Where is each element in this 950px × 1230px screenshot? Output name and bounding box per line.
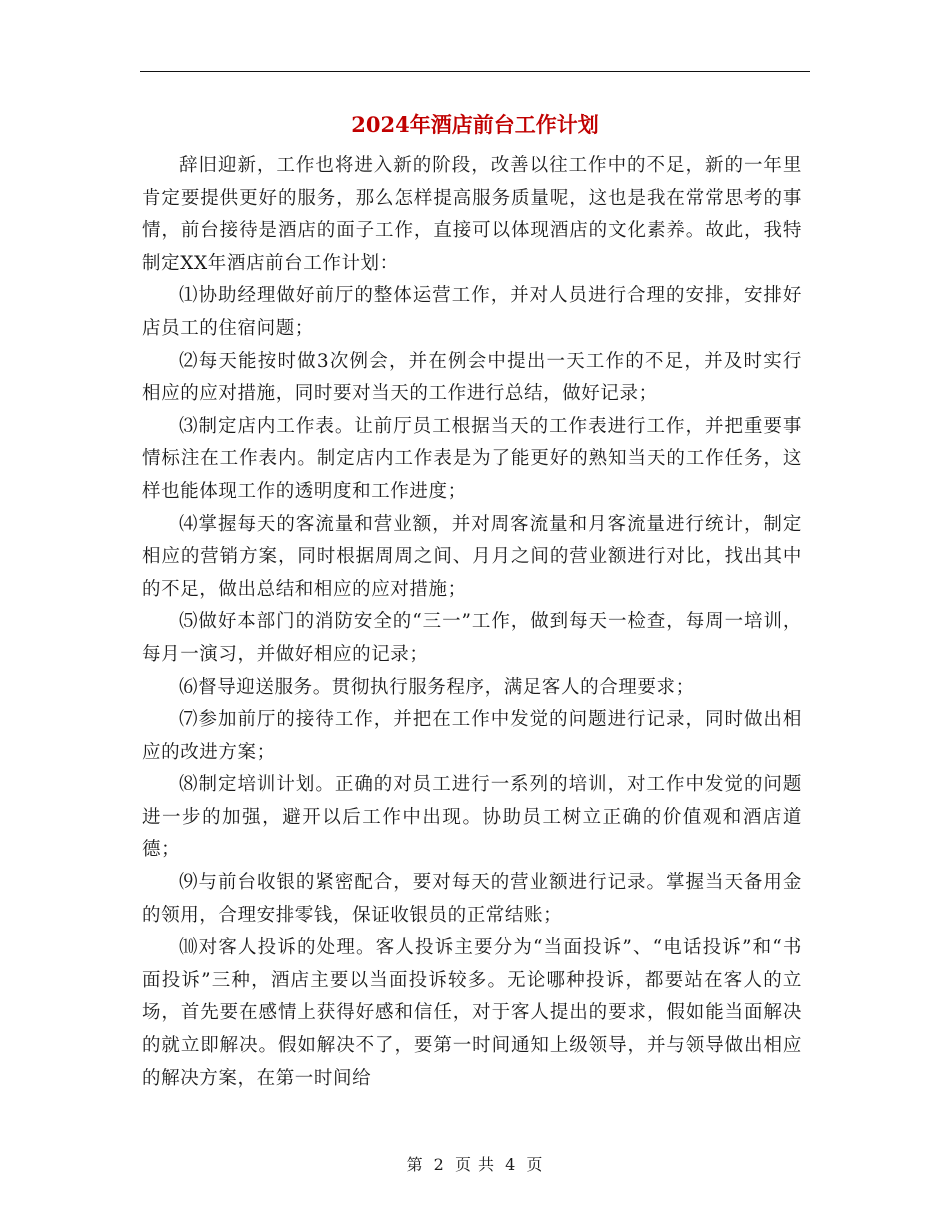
plan-item-6: ⑹督导迎送服务。贯彻执行服务程序，满足客人的合理要求； [179, 676, 695, 698]
plan-item-3: ⑶制定店内工作表。让前厅员工根据当天的工作表进行工作，并把重要事情标注在工作表内。制定店内工作表是为了能更好的熟知当天的工作任务，这样也能体现工作的透明度和工作进度； [142, 415, 802, 502]
document-title: 2024年酒店前台工作计划 [351, 112, 599, 137]
plan-item-2: ⑵每天能按时做3次例会，并在例会中提出一天工作的不足，并及时实行相应的应对措施，同时要对当天的工作进行总结，做好记录； [142, 350, 802, 405]
plan-item-1: ⑴协助经理做好前厅的整体运营工作，并对人员进行合理的安排，安排好店员工的住宿问题； [142, 285, 802, 339]
plan-item-10: ⑽对客人投诉的处理。客人投诉主要分为“当面投诉”、“电话投诉”和“书面投诉”三种，酒店主要以当面投诉较多。无论哪种投诉，都要站在客人的立场，首先要在感情上获得好感和信任，对于客人提出的要求，假如能当面解决的就立即解决。假如解决不了，要第一时间通知上级领导，并与领导做出相应的解决方案，在第一时间给 [142, 937, 802, 1089]
plan-item-4: ⑷掌握每天的客流量和营业额，并对周客流量和月客流量进行统计，制定相应的营销方案，同时根据周周之间、月月之间的营业额进行对比，找出其中的不足，做出总结和相应的应对措施； [142, 513, 802, 600]
document-body [142, 150, 802, 1095]
intro-paragraph: 辞旧迎新，工作也将进入新的阶段，改善以往工作中的不足，新的一年里肯定要提供更好的服务，那么怎样提高服务质量呢，这也是我在常常思考的事情，前台接待是酒店的面子工作，直接可以体现酒店的文化素养。故此，我特制定XX年酒店前台工作计划： [142, 155, 802, 274]
page-suffix: 页 [526, 1155, 544, 1174]
total-pages-number: 4 [505, 1155, 517, 1174]
page-footer [0, 1152, 950, 1175]
plan-item-5: ⑸做好本部门的消防安全的“三一”工作，做到每天一检查，每周一培训，每月一演习，并做好相应的记录； [142, 611, 802, 665]
plan-item-7: ⑺参加前厅的接待工作，并把在工作中发觉的问题进行记录，同时做出相应的改进方案； [142, 709, 802, 763]
plan-item-9: ⑼与前台收银的紧密配合，要对每天的营业额进行记录。掌握当天备用金的领用，合理安排零钱，保证收银员的正常结账； [142, 872, 802, 926]
page-prefix: 第 [406, 1155, 424, 1174]
page-middle-text: 页 共 [454, 1155, 496, 1174]
header-rule [140, 71, 810, 72]
current-page-number: 2 [433, 1155, 445, 1174]
plan-item-8: ⑻制定培训计划。正确的对员工进行一系列的培训，对工作中发觉的问题进一步的加强，避开以后工作中出现。协助员工树立正确的价值观和酒店道德； [142, 774, 802, 861]
